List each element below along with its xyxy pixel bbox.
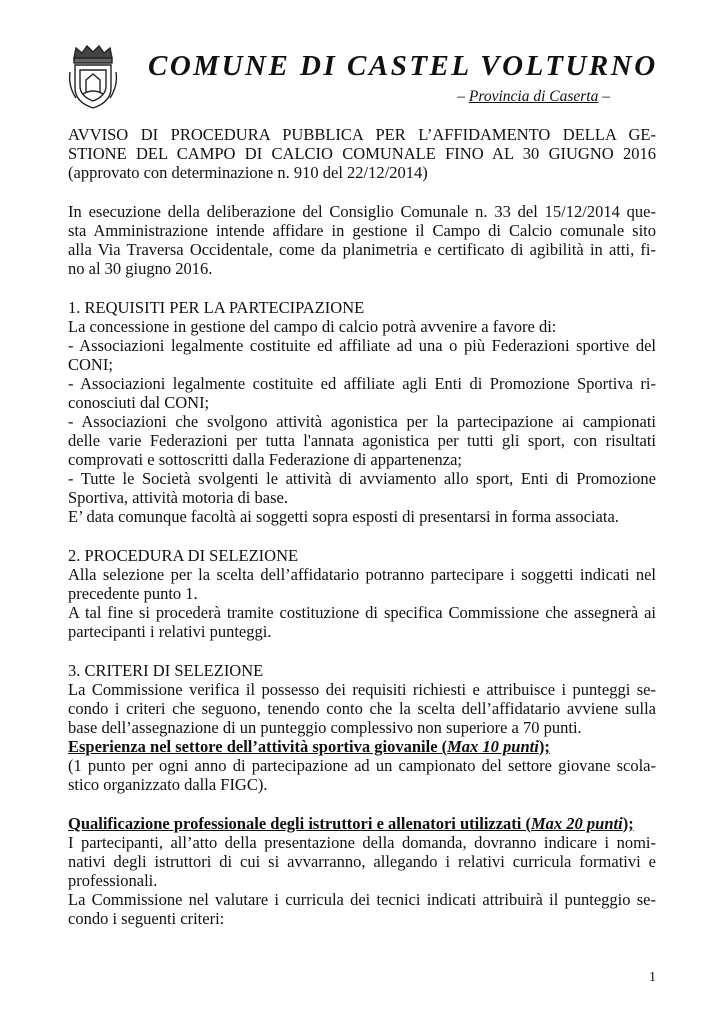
heading-line: STIONE DEL CAMPO DI CALCIO COMUNALE FINO AL 30 GIUGNO 2016 bbox=[68, 144, 656, 163]
section-heading: 3. CRITERI DI SELEZIONE bbox=[68, 661, 264, 680]
subtitle-dash-right: – bbox=[602, 88, 610, 105]
body-line: delle varie Federazioni per tutta l'annata agonistica per tutti gli sport, con risultati bbox=[68, 431, 656, 450]
body-line: (1 punto per ogni anno di partecipazione ad un campionato del settore giovane scola- bbox=[68, 756, 656, 775]
body-line: professionali. bbox=[68, 871, 158, 890]
body-line: In esecuzione della deliberazione del Consiglio Comunale n. 33 del 15/12/2014 que- bbox=[68, 202, 656, 221]
body-line: sta Amministrazione intende affidare in gestione il Campo di Calcio comunale sito bbox=[68, 221, 656, 240]
body-line: Sportiva, attività motoria di base. bbox=[68, 488, 288, 507]
body-line: base dell’assegnazione di un punteggio complessivo non superiore a 70 punti. bbox=[68, 718, 582, 737]
body-line: partecipanti i relativi punteggi. bbox=[68, 622, 272, 641]
body-line: I partecipanti, all’atto della presentazione della domanda, dovranno indicare i nomi- bbox=[68, 833, 656, 852]
criterion-max-points: Max 10 punti bbox=[447, 737, 539, 756]
body-line: CONI; bbox=[68, 355, 113, 374]
body-line: La concessione in gestione del campo di calcio potrà avvenire a favore di: bbox=[68, 317, 557, 336]
body-line: A tal fine si procederà tramite costituzione di specifica Commissione che assegnerà ai bbox=[68, 603, 656, 622]
criterion-heading-text: Esperienza nel settore dell’attività sportiva giovanile (Max 10 punti); bbox=[68, 737, 550, 756]
criterion-heading-text: Qualificazione professionale degli istruttori e allenatori utilizzati (Max 20 punti); bbox=[68, 814, 634, 833]
body-line: no al 30 giugno 2016. bbox=[68, 259, 213, 278]
body-line: - Associazioni legalmente costituite ed affiliate agli Enti di Promozione Sportiva ri- bbox=[68, 374, 656, 393]
criterion-heading bbox=[68, 737, 656, 756]
body-line: conosciuti dal CONI; bbox=[68, 393, 210, 412]
criterion-heading bbox=[68, 814, 656, 833]
body-line: comprovati e sottoscritti dalla Federazione di appartenenza; bbox=[68, 450, 463, 469]
body-line: condo i seguenti criteri: bbox=[68, 909, 225, 928]
body-line: Alla selezione per la scelta dell’affidatario potranno partecipare i soggetti indicati nel bbox=[68, 565, 656, 584]
body-line: - Tutte le Società svolgenti le attività di avviamento allo sport, Enti di Promozione bbox=[68, 469, 656, 488]
section-heading: 1. REQUISITI PER LA PARTECIPAZIONE bbox=[68, 298, 365, 317]
criterion-max-points: Max 20 punti bbox=[531, 814, 623, 833]
body-line: condo i criteri che seguono, tenendo conto che la scelta dell’affidatario avviene sulla bbox=[68, 699, 656, 718]
body-line: La Commissione nel valutare i curricula dei tecnici indicati attribuirà il punteggio se- bbox=[68, 890, 656, 909]
body-line: nativi degli istruttori di cui si avvarranno, allegando i relativi curricula formativi e bbox=[68, 852, 656, 871]
province-name: Provincia di Caserta bbox=[468, 88, 599, 105]
body-line: E’ data comunque facoltà ai soggetti sopra esposti di presentarsi in forma associata. bbox=[68, 507, 619, 526]
province-subtitle bbox=[0, 88, 610, 106]
section-heading: 2. PROCEDURA DI SELEZIONE bbox=[68, 546, 299, 565]
subtitle-dash-left: – bbox=[457, 88, 466, 105]
body-line: La Commissione verifica il possesso dei requisiti richiesti e attribuisce i punteggi se- bbox=[68, 680, 656, 699]
heading-line: (approvato con determinazione n. 910 del 22/12/2014) bbox=[68, 163, 428, 182]
page-number: 1 bbox=[649, 970, 656, 985]
body-line: stico organizzato dalla FIGC). bbox=[68, 775, 268, 794]
body-line: - Associazioni legalmente costituite ed affiliate ad una o più Federazioni sportive del bbox=[68, 336, 656, 355]
body-line: - Associazioni che svolgono attività agonistica per la partecipazione ai campionati bbox=[68, 412, 656, 431]
page-title: COMUNE DI CASTEL VOLTURNO bbox=[148, 50, 658, 82]
body-line: alla Via Traversa Occidentale, come da planimetria e certificato di agibilità in atti, fi- bbox=[68, 240, 656, 259]
heading-line: AVVISO DI PROCEDURA PUBBLICA PER L’AFFIDAMENTO DELLA GE- bbox=[68, 125, 656, 144]
body-line: precedente punto 1. bbox=[68, 584, 198, 603]
